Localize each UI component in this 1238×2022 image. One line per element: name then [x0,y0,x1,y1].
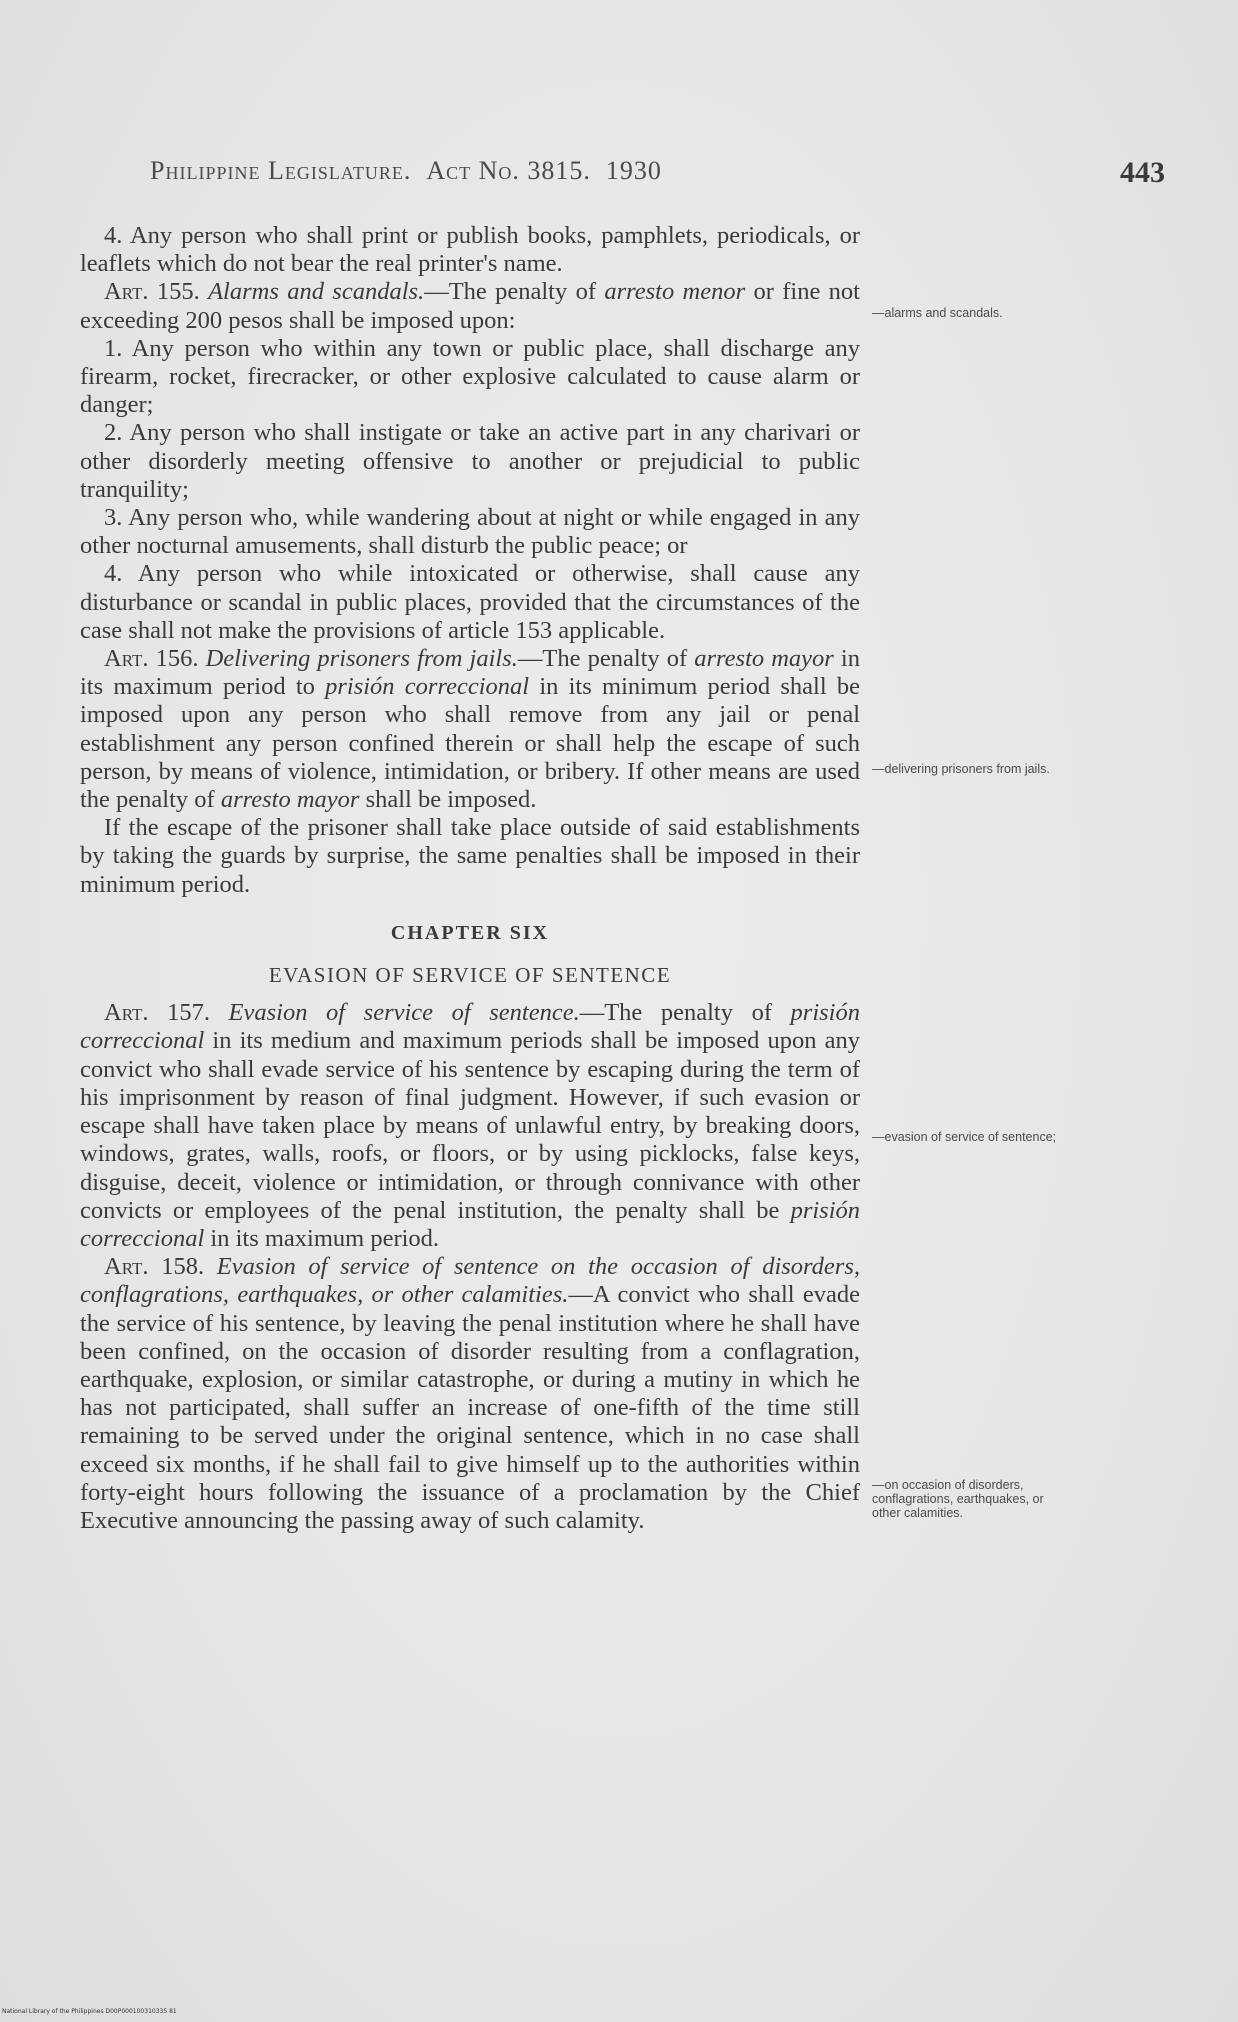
article-text: in its maximum period to [80,645,860,701]
margin-note-delivering: —delivering prisoners from jails. [872,762,1050,776]
article-text-italic: arresto menor [604,278,746,306]
chapter-heading: CHAPTER SIX [390,921,550,944]
page-number: 443 [1120,156,1165,189]
article-label: Art. 156. [104,645,199,673]
article-155-item-2: 2. Any person who shall instigate or take an active part in any charivari or other disorderly meeting offensive to another or prejudicial to public tranquility; [80,419,860,503]
article-text-italic: prisión correccional [80,1196,860,1252]
article-text-italic: arresto mayor [694,645,834,673]
article-text-italic: arresto mayor [220,786,360,814]
act-year: 1930 [605,156,662,185]
margin-note-occasion: —on occasion of disorders, conflagrations, earthquakes, or other calamities. [872,1478,1044,1520]
article-text: in its minimum period shall be imposed upon any person who shall remove from any jail or penal establishment any person confined therein or shall help the escape of such person, by means of violence, intimidation, or bribery. If other means are used the penalty of [80,673,861,814]
article-156-paragraph-2: If the escape of the prisoner shall take place outside of said establishments by taking the guards by surprise, the same penalties shall be imposed in their minimum period. [80,814,860,898]
article-text: in its maximum period. [204,1224,440,1252]
margin-note-alarms: —alarms and scandals. [872,306,1003,320]
article-156 [80,645,860,814]
article-155 [80,278,860,334]
article-text: —The penalty of [517,645,695,673]
body-text [80,222,860,1535]
article-title: Evasion of service of sentence. [228,999,580,1027]
article-text: —The penalty of [579,999,791,1027]
section-heading: EVASION OF SERVICE OF SENTENCE [268,963,672,988]
article-text: —The penalty of [424,278,605,306]
article-title: Delivering prisoners from jails. [205,645,518,673]
article-label: Art. 155. [104,278,200,306]
article-155-item-3: 3. Any person who, while wandering about at night or while engaged in any other nocturnal amusements, shall disturb the public peace; or [80,504,860,560]
article-text: in its medium and maximum periods shall be imposed upon any convict who shall evade service of his sentence by escaping during the term of his imprisonment by reason of final judgment. However, if such evasion or escape shall have taken place by means of unlawful entry, by breaking doors, windows, grates, walls, roofs, or floors, or by using picklocks, false keys, disguise, deceit, violence or intimidation, or through connivance with other convicts or employees of the penal institution, the penalty shall be [80,1027,860,1224]
article-text-italic: prisión correccional [80,999,860,1055]
article-label: Art. 158. [104,1253,205,1281]
margin-note-evasion: —evasion of service of sentence; [872,1130,1057,1144]
article-157 [80,999,860,1253]
paragraph-item-4: 4. Any person who shall print or publish books, pamphlets, periodicals, or leaflets which do not bear the real printer's name. [80,222,860,278]
article-text: shall be imposed. [359,786,537,814]
running-head [150,156,662,186]
article-158 [80,1253,860,1535]
scan-footer: National Library of the Philippines D00P000100310335 81 [2,2008,177,2015]
article-text-italic: prisión correccional [325,673,530,701]
article-label: Art. 157. [104,999,210,1027]
article-title: Evasion of service of sentence on the occasion of disorders, conflagrations, earthquakes, or other calamities. [80,1253,860,1309]
article-title: Alarms and scandals. [208,278,425,306]
article-text: —A convict who shall evade the service of his sentence, by leaving the penal institution where he shall have been confined, on the occasion of disorder resulting from a conflagration, earthquake, explosion, or similar catastrophe, or during a mutiny in which he has not participated, shall suffer an increase of one-fifth of the time still remaining to be served under the original sentence, which in no case shall exceed six months, if he shall fail to give himself up to the authorities within forty-eight hours following the issuance of a proclamation by the Chief Executive announcing the passing away of such calamity. [80,1281,861,1534]
legislature-title: Philippine Legislature. [150,156,412,185]
article-155-item-1: 1. Any person who within any town or public place, shall discharge any firearm, rocket, firecracker, or other explosive calculated to cause alarm or danger; [80,334,860,419]
article-text: or fine not exceeding 200 pesos shall be imposed upon: [80,278,860,334]
article-155-item-4: 4. Any person who while intoxicated or otherwise, shall cause any disturbance or scandal in public places, provided that the circumstances of the case shall not make the provisions of article 153 applicable. [80,560,860,644]
act-number: Act No. 3815. [426,156,591,185]
